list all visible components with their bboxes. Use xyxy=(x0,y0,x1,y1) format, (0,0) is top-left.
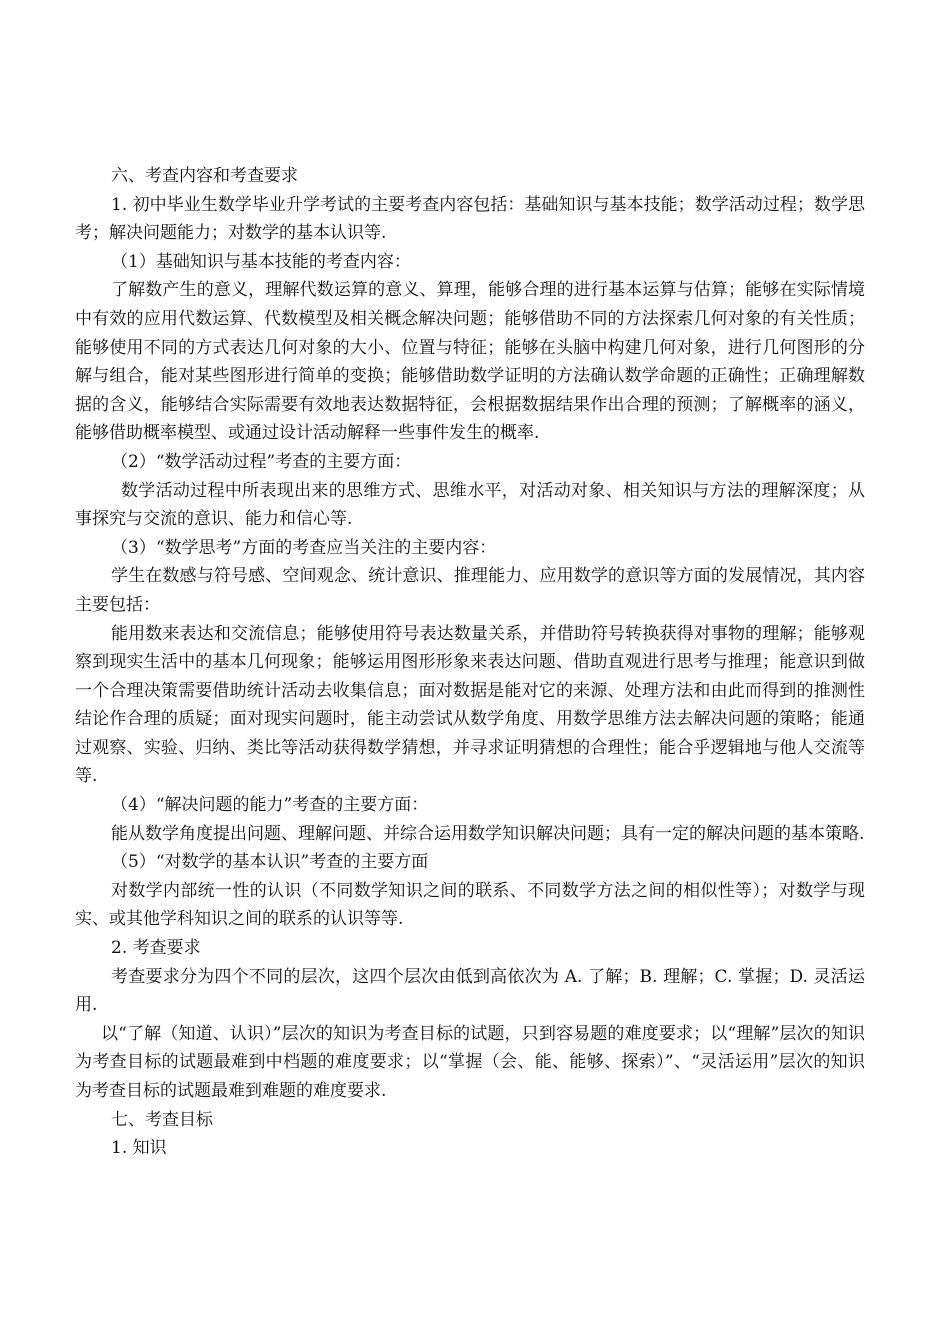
subheading: 1. 知识 xyxy=(111,1138,167,1159)
paragraph: 学生在数感与符号感、空间观念、统计意识、推理能力、应用数学的意识等方面的发展情况，其内容主要包括： xyxy=(75,566,865,615)
section-heading-7: 七、考查目标 xyxy=(111,1109,213,1130)
subheading: （3）“数学思考”方面的考查应当关注的主要内容： xyxy=(111,537,497,558)
paragraph: 1. 初中毕业生数学毕业升学考试的主要考查内容包括：基础知识与基本技能；数学活动过程；数学思考；解决问题能力；对数学的基本认识等. xyxy=(75,194,865,244)
document-body xyxy=(75,162,865,1163)
subheading: （2）“数学活动过程”考查的主要方面： xyxy=(111,451,412,472)
paragraph: 以“了解（知道、认识）”层次的知识为考查目标的试题，只到容易题的难度要求；以“理解”层次的知识为考查目标的试题最难到中档题的难度要求；以“掌握（会、能、能够、探索）”、“灵活运用”层次的知识为考查目标的试题最难到难题的难度要求. xyxy=(75,1023,865,1101)
subheading: （4）“解决问题的能力”考查的主要方面： xyxy=(111,795,429,816)
paragraph: 考查要求分为四个不同的层次，这四个层次由低到高依次为 A. 了解；B. 理解；C. 掌握；D. 灵活运用. xyxy=(75,966,865,1016)
paragraph: 能从数学角度提出问题、理解问题、并综合运用数学知识解决问题；具有一定的解决问题的基本策略. xyxy=(111,823,865,844)
section-heading-6: 六、考查内容和考查要求 xyxy=(111,166,298,186)
paragraph: 数学活动过程中所表现出来的思维方式、思维水平，对活动对象、相关知识与方法的理解深度；从事探究与交流的意识、能力和信心等. xyxy=(75,480,865,530)
paragraph: 对数学内部统一性的认识（不同数学知识之间的联系、不同数学方法之间的相似性等）；对数学与现实、或其他学科知识之间的联系的认识等等. xyxy=(75,880,865,930)
subheading: 2. 考查要求 xyxy=(111,938,201,959)
paragraph: 能用数来表达和交流信息；能够使用符号表达数量关系，并借助符号转换获得对事物的理解；能够观察到现实生活中的基本几何现象；能够运用图形形象来表达问题、借助直观进行思考与推理；能意识到做一个合理决策需要借助统计活动去收集信息；面对数据是能对它的来源、处理方法和由此而得到的推测性结论作合理的质疑；面对现实问题时，能主动尝试从数学角度、用数学思维方法去解决问题的策略；能通过观察、实验、归纳、类比等活动获得数学猜想，并寻求证明猜想的合理性；能合乎逻辑地与他人交流等等. xyxy=(75,623,865,787)
paragraph: 了解数产生的意义，理解代数运算的意义、算理，能够合理的进行基本运算与估算；能够在实际情境中有效的应用代数运算、代数模型及相关概念解决问题；能够借助不同的方法探索几何对象的有关性质；能够使用不同的方式表达几何对象的大小、位置与特征；能够在头脑中构建几何对象，进行几何图形的分解与组合，能对某些图形进行简单的变换；能够借助数学证明的方法确认数学命题的正确性；正确理解数据的含义，能够结合实际需要有效地表达数据特征，会根据数据结果作出合理的预测；了解概率的涵义，能够借助概率模型、或通过设计活动解释一些事件发生的概率. xyxy=(75,280,865,444)
subheading: （5）“对数学的基本认识”考查的主要方面 xyxy=(111,852,429,873)
subheading: （1）基础知识与基本技能的考查内容： xyxy=(111,251,411,272)
